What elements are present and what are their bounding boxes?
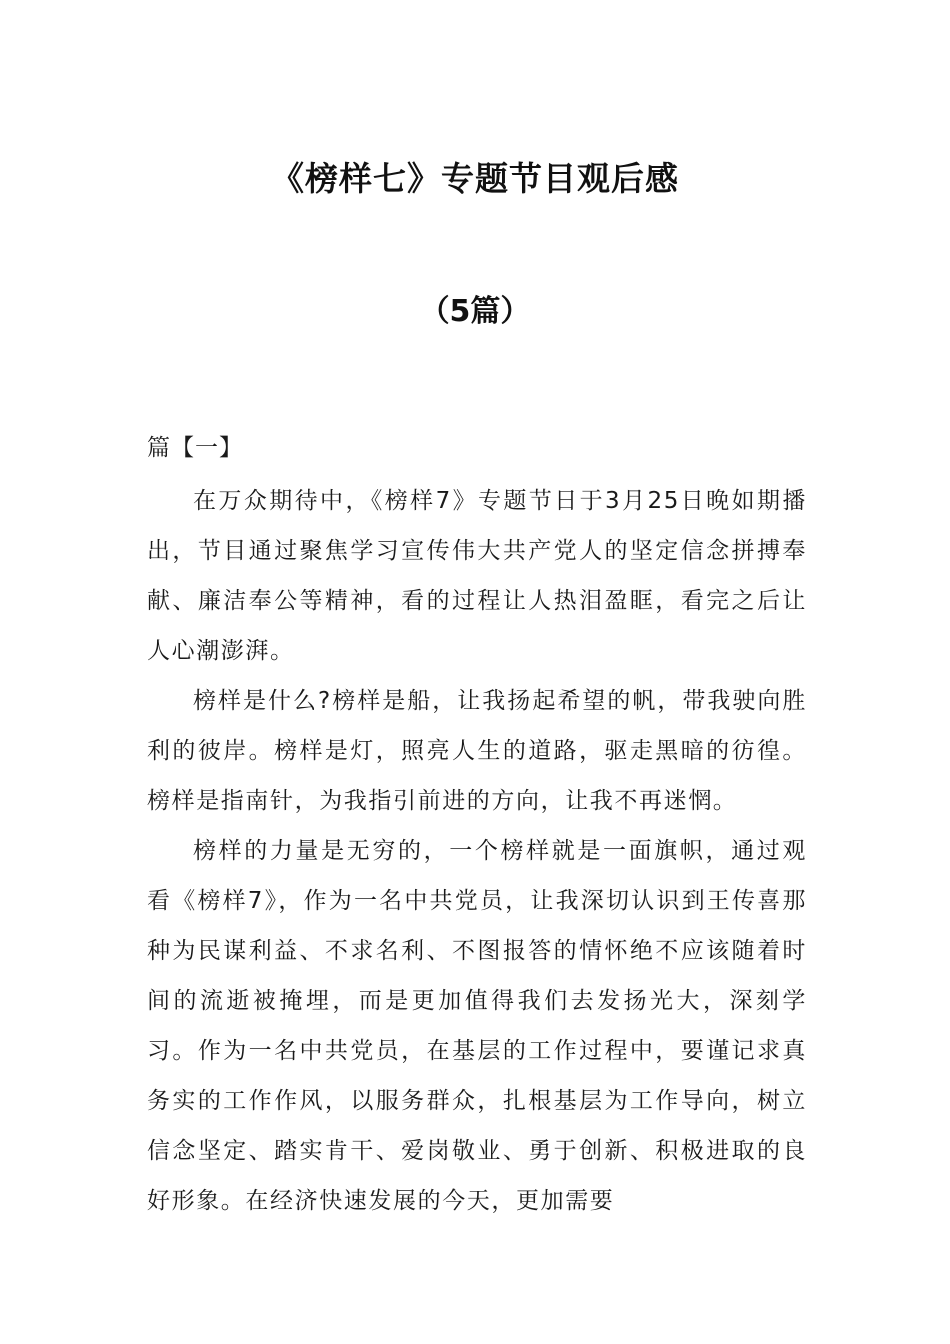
section-heading: 篇【一】 bbox=[147, 435, 243, 461]
document-subtitle: （5篇） bbox=[419, 294, 531, 329]
paragraph-3: 榜样的力量是无穷的，一个榜样就是一面旗帜，通过观看《榜样7》，作为一名中共党员，让我深切认识到王传喜那种为民谋利益、不求名利、不图报答的情怀绝不应该随着时间的流逝被掩埋，而是更加值得我们去发扬光大，深刻学习。作为一名中共党员，在基层的工作过程中，要谨记求真务实的工作作风，以服务群众，扎根基层为工作导向，树立信念坚定、踏实肯干、爱岗敬业、勇于创新、积极进取的良好形象。在经济快速发展的今天，更加需要 bbox=[147, 838, 807, 1214]
paragraph-1: 在万众期待中，《榜样7》专题节日于3月25日晚如期播出，节目通过聚焦学习宣传伟大共产党人的坚定信念拼搏奉献、廉洁奉公等精神，看的过程让人热泪盈眶，看完之后让人心潮澎湃。 bbox=[147, 488, 807, 664]
document-title: 《榜样七》专题节目观后感 bbox=[271, 159, 679, 198]
body-text bbox=[147, 476, 807, 1226]
paragraph-2: 榜样是什么?榜样是船，让我扬起希望的帆，带我驶向胜利的彼岸。榜样是灯，照亮人生的道路，驱走黑暗的彷徨。榜样是指南针，为我指引前进的方向，让我不再迷惘。 bbox=[147, 688, 807, 814]
